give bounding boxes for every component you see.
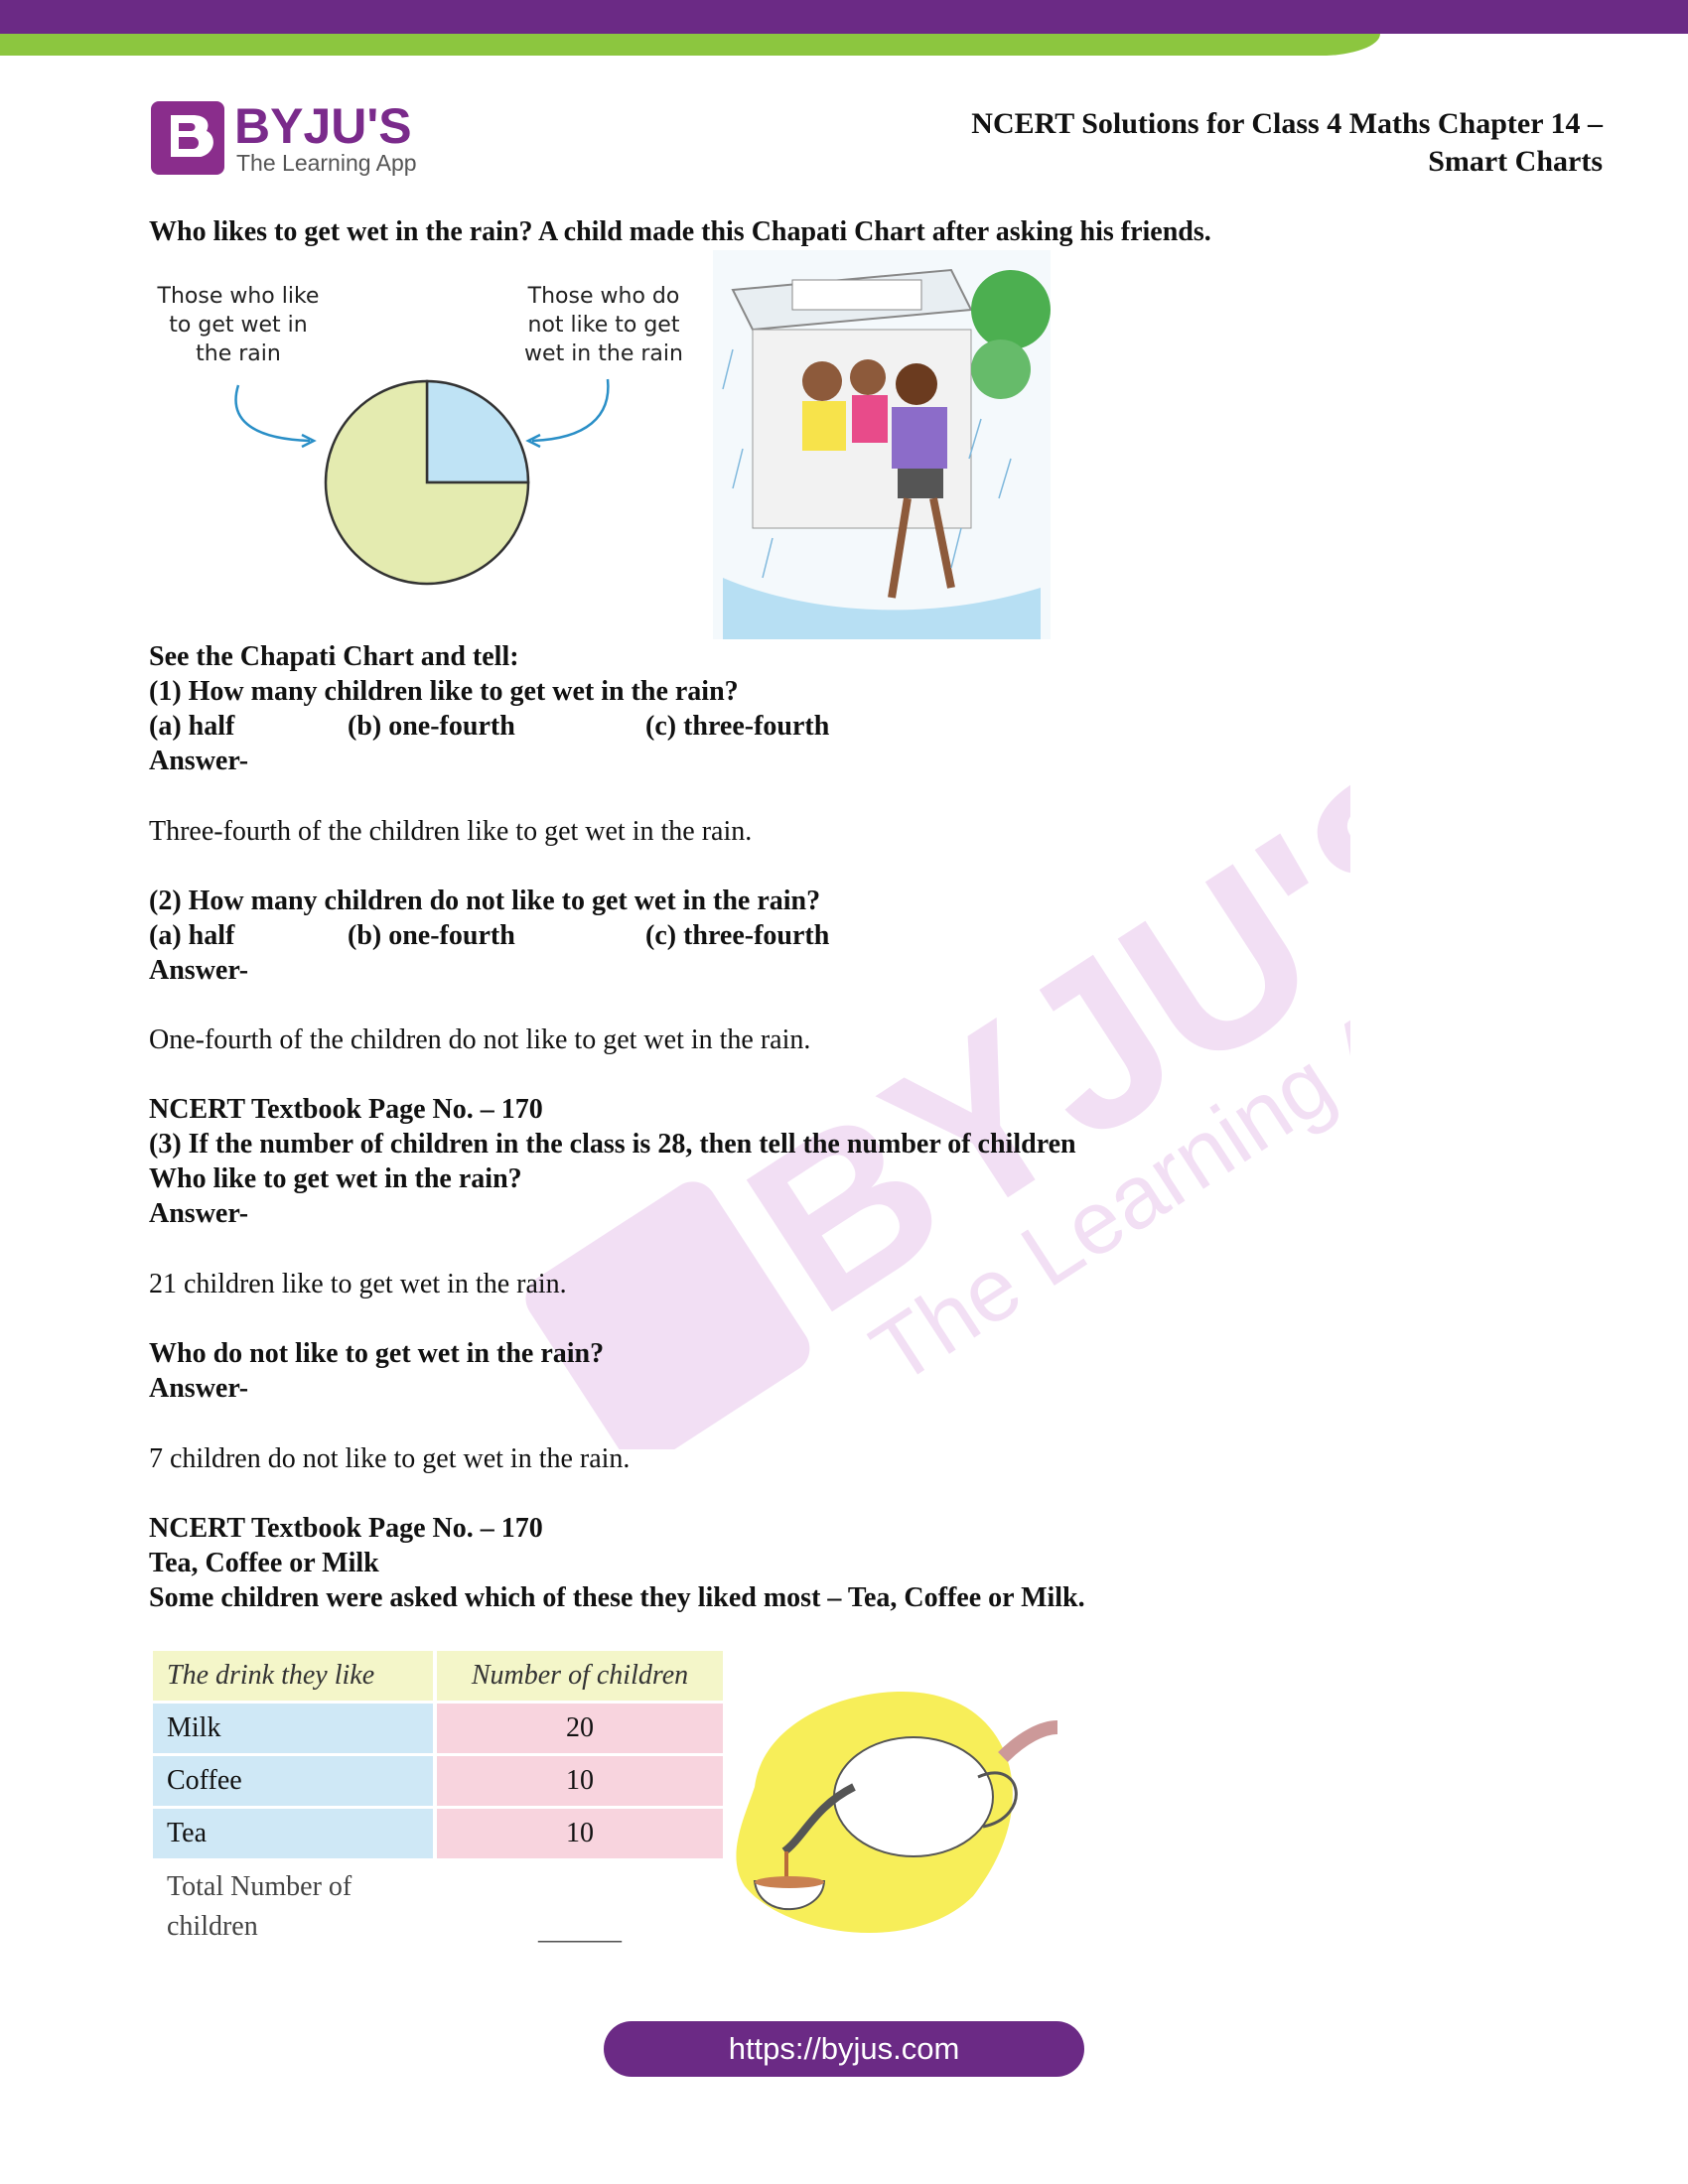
q3-page-ref: NCERT Textbook Page No. – 170 xyxy=(149,1094,543,1125)
q2-option-b: (b) one-fourth xyxy=(348,920,515,951)
q3-question-line1: (3) If the number of children in the class is 28, then tell the number of children xyxy=(149,1129,1076,1160)
byjus-logo-icon xyxy=(149,99,447,179)
byjus-logo[interactable] xyxy=(149,99,447,179)
drink-table xyxy=(149,1648,727,1950)
section2-intro: Some children were asked which of these they liked most – Tea, Coffee or Milk. xyxy=(149,1582,1085,1613)
header-title-line1: NCERT Solutions for Class 4 Maths Chapter 14 – xyxy=(971,107,1603,140)
q1-answer-label: Answer- xyxy=(149,746,249,776)
label-like-line1: Those who like xyxy=(157,284,320,309)
q4-question: Who do not like to get wet in the rain? xyxy=(149,1338,605,1369)
teapot-illustration xyxy=(725,1668,1062,1946)
header-title-line2: Smart Charts xyxy=(1428,145,1603,178)
top-purple-bar xyxy=(0,0,1688,34)
svg-text:BYJU'S: BYJU'S xyxy=(234,99,412,154)
q2-question: (2) How many children do not like to get wet in the rain? xyxy=(149,886,821,916)
q2-option-a: (a) half xyxy=(149,920,235,951)
label-like-rain xyxy=(139,282,338,368)
drink-cell: Coffee xyxy=(153,1756,433,1806)
total-label xyxy=(153,1861,433,1947)
svg-text:The Learning App: The Learning App xyxy=(236,150,417,176)
label-dislike-line2: not like to get xyxy=(527,313,680,338)
drink-cell: Tea xyxy=(153,1809,433,1858)
children-in-rain-illustration xyxy=(713,250,1051,639)
total-label-line2: children xyxy=(167,1911,258,1942)
arrow-like-icon xyxy=(236,385,310,441)
pie-slice-dislike xyxy=(427,381,528,482)
count-cell: 10 xyxy=(437,1756,723,1806)
table-total-row xyxy=(153,1861,723,1947)
q-intro: See the Chapati Chart and tell: xyxy=(149,641,519,672)
label-dislike-line3: wet in the rain xyxy=(524,341,683,366)
q1-option-c: (c) three-fourth xyxy=(645,711,830,742)
total-label-line1: Total Number of xyxy=(167,1871,352,1902)
q1-answer: Three-fourth of the children like to get wet in the rain. xyxy=(149,816,753,847)
q4-answer: 7 children do not like to get wet in the rain. xyxy=(149,1443,631,1474)
top-green-bar xyxy=(0,34,1380,56)
q2-answer: One-fourth of the children do not like to get wet in the rain. xyxy=(149,1024,811,1055)
table-row xyxy=(153,1809,723,1858)
q1-option-a: (a) half xyxy=(149,711,235,742)
q2-answer-label: Answer- xyxy=(149,955,249,986)
table-row xyxy=(153,1756,723,1806)
total-blank: ______ xyxy=(538,1915,622,1946)
footer-url-link[interactable]: https://byjus.com xyxy=(604,2021,1084,2077)
section2-title: Tea, Coffee or Milk xyxy=(149,1548,379,1578)
q3-question-line2: Who like to get wet in the rain? xyxy=(149,1163,522,1194)
q3-answer: 21 children like to get wet in the rain. xyxy=(149,1269,567,1299)
label-dislike-rain xyxy=(504,282,703,368)
label-like-line2: to get wet in xyxy=(169,313,308,338)
chapati-chart xyxy=(218,367,616,596)
table-row xyxy=(153,1704,723,1753)
label-like-line3: the rain xyxy=(196,341,281,366)
q1-question: (1) How many children like to get wet in the rain? xyxy=(149,676,739,707)
document-header xyxy=(971,105,1603,181)
arrow-dislike-icon xyxy=(532,379,608,441)
header-count: Number of children xyxy=(437,1651,723,1701)
q3-answer-label: Answer- xyxy=(149,1198,249,1229)
q4-answer-label: Answer- xyxy=(149,1373,249,1404)
count-cell: 20 xyxy=(437,1704,723,1753)
pie-group xyxy=(326,381,528,584)
intro-text: Who likes to get wet in the rain? A child made this Chapati Chart after asking his friends. xyxy=(149,216,1211,247)
drink-cell: Milk xyxy=(153,1704,433,1753)
table-header-row xyxy=(153,1651,723,1701)
q2-option-c: (c) three-fourth xyxy=(645,920,830,951)
header-drink: The drink they like xyxy=(153,1651,433,1701)
q1-option-b: (b) one-fourth xyxy=(348,711,515,742)
section2-page-ref: NCERT Textbook Page No. – 170 xyxy=(149,1513,543,1544)
label-dislike-line1: Those who do xyxy=(527,284,680,309)
svg-text:The Learning App: The Learning App xyxy=(855,936,1350,1404)
svg-text:BYJU'S: BYJU'S xyxy=(706,702,1350,1361)
count-cell: 10 xyxy=(437,1809,723,1858)
